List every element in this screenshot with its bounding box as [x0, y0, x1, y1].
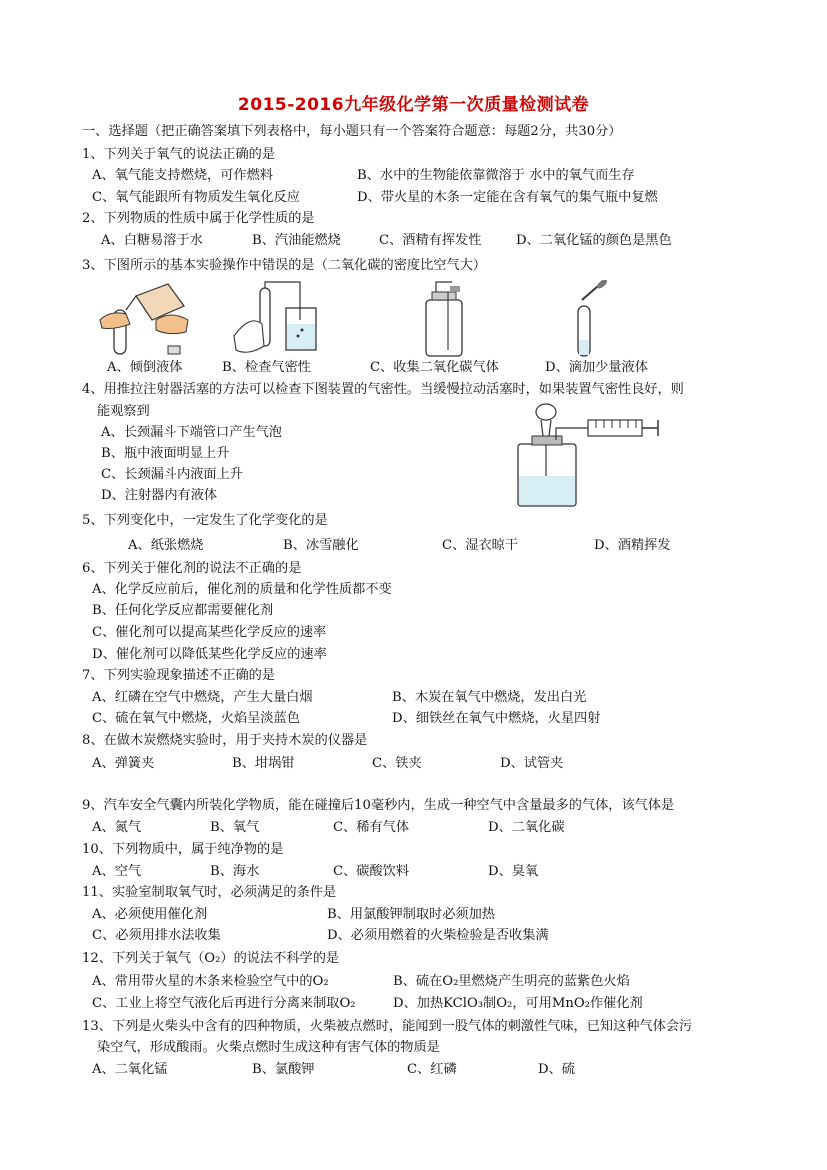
question-5-option-d: D、酒精挥发: [594, 538, 671, 553]
question-6-option-a: A、化学反应前后，催化剂的质量和化学性质都不变: [92, 582, 392, 597]
question-12-stem: 12、下列关于氧气（O₂）的说法不科学的是: [82, 951, 340, 966]
question-10-option-c: C、碳酸饮料: [333, 864, 410, 879]
question-9-option-d: D、二氧化碳: [488, 820, 565, 835]
question-12-option-b: B、硫在O₂里燃烧产生明亮的蓝紫色火焰: [393, 974, 630, 989]
question-4-stem-continued: 能观察到: [97, 404, 150, 419]
question-4-stem: 4、用推拉注射器活塞的方法可以检查下图装置的气密性。当缓慢拉动活塞时，如果装置气密性良好，则: [82, 382, 684, 397]
question-2-option-b: B、汽油能燃烧: [252, 233, 341, 248]
question-2-option-a: A、白糖易溶于水: [101, 233, 203, 248]
question-9-stem: 9、汽车安全气囊内所装化学物质，能在碰撞后10毫秒内，生成一种空气中含量最多的气体，该气体是: [82, 798, 675, 813]
question-8-option-c: C、铁夹: [372, 756, 422, 771]
question-13-option-d: D、硫: [538, 1062, 575, 1077]
question-6-option-d: D、催化剂可以降低某些化学反应的速率: [92, 647, 327, 662]
question-2-option-c: C、酒精有挥发性: [379, 233, 482, 248]
question-2-option-d: D、二氧化锰的颜色是黑色: [516, 233, 672, 248]
question-1-stem: 1、下列关于氧气的说法正确的是: [82, 147, 276, 162]
question-5-option-b: B、冰雪融化: [283, 538, 359, 553]
question-5-stem: 5、下列变化中，一定发生了化学变化的是: [82, 513, 328, 528]
question-13-option-b: B、氯酸钾: [252, 1062, 315, 1077]
question-10-option-b: B、海水: [210, 864, 260, 879]
section-heading: 一、选择题（把正确答案填下列表格中，每小题只有一个答案符合题意：每题2分，共30分）: [82, 124, 622, 139]
question-8-option-b: B、坩埚钳: [232, 756, 295, 771]
question-1-option-c: C、氧气能跟所有物质发生氧化反应: [92, 190, 300, 205]
question-3-option-b: B、检查气密性: [222, 360, 311, 375]
question-12-option-c: C、工业上将空气液化后再进行分离来制取O₂: [92, 996, 356, 1011]
question-11-stem: 11、实验室制取氧气时，必须满足的条件是: [82, 885, 337, 900]
question-4-option-b: B、瓶中液面明显上升: [101, 446, 230, 461]
question-9-option-a: A、氮气: [92, 820, 142, 835]
question-1-option-b: B、水中的生物能依靠微溶于 水中的氧气而生存: [357, 168, 635, 183]
question-5-option-c: C、湿衣晾干: [442, 538, 519, 553]
question-6-option-c: C、催化剂可以提高某些化学反应的速率: [92, 625, 327, 640]
question-2-stem: 2、下列物质的性质中属于化学性质的是: [82, 211, 315, 226]
question-11-option-d: D、必须用燃着的火柴检验是否收集满: [327, 928, 549, 943]
question-6-option-b: B、任何化学反应都需要催化剂: [92, 603, 274, 618]
question-12-option-d: D、加热KClO₃制O₂，可用MnO₂作催化剂: [393, 996, 643, 1011]
question-5-option-a: A、纸张燃烧: [128, 538, 204, 553]
question-13-stem-continued: 染空气，形成酸雨。火柴点燃时生成这种有害气体的物质是: [97, 1040, 440, 1055]
question-1-option-a: A、氧气能支持燃烧，可作燃料: [92, 168, 273, 183]
question-10-stem: 10、下列物质中，属于纯净物的是: [82, 842, 284, 857]
syringe-apparatus-figure: [508, 402, 668, 512]
question-4-option-a: A、长颈漏斗下端管口产生气泡: [101, 425, 282, 440]
question-13-option-a: A、二氧化锰: [92, 1062, 168, 1077]
exam-title: 2015-2016九年级化学第一次质量检测试卷: [237, 95, 590, 115]
pouring-liquid-figure: [96, 280, 196, 360]
question-7-option-d: D、细铁丝在氧气中燃烧，火星四射: [392, 711, 601, 726]
question-7-option-b: B、木炭在氧气中燃烧，发出白光: [392, 690, 587, 705]
question-7-option-a: A、红磷在空气中燃烧，产生大量白烟: [92, 690, 313, 705]
question-7-stem: 7、下列实验现象描述不正确的是: [82, 668, 276, 683]
question-4-option-c: C、长颈漏斗内液面上升: [101, 467, 243, 482]
question-1-option-d: D、带火星的木条一定能在含有氧气的集气瓶中复燃: [357, 190, 658, 205]
dropper-figure: [568, 280, 618, 360]
question-11-option-c: C、必须用排水法收集: [92, 928, 221, 943]
question-3-stem: 3、下图所示的基本实验操作中错误的是（二氧化碳的密度比空气大）: [82, 258, 487, 273]
question-8-option-a: A、弹簧夹: [92, 756, 155, 771]
question-11-option-b: B、用氯酸钾制取时必须加热: [327, 907, 495, 922]
question-9-option-b: B、氧气: [210, 820, 260, 835]
question-12-option-a: A、常用带火星的木条来检验空气中的O₂: [92, 974, 329, 989]
airtightness-check-figure: [230, 280, 330, 360]
question-3-option-a: A、倾倒液体: [107, 360, 183, 375]
question-8-option-d: D、试管夹: [500, 756, 564, 771]
question-3-option-c: C、收集二氧化碳气体: [370, 360, 499, 375]
question-3-option-d: D、滴加少量液体: [545, 360, 648, 375]
question-6-stem: 6、下列关于催化剂的说法不正确的是: [82, 561, 302, 576]
question-9-option-c: C、稀有气体: [333, 820, 410, 835]
question-7-option-c: C、硫在氧气中燃烧，火焰呈淡蓝色: [92, 711, 300, 726]
question-8-stem: 8、在做木炭燃烧实验时，用于夹持木炭的仪器是: [82, 733, 368, 748]
question-13-stem: 13、下列是火柴头中含有的四种物质，火柴被点燃时，能闻到一股气体的刺激性气味，已知这种气体会污: [82, 1019, 693, 1034]
question-10-option-d: D、臭氧: [488, 864, 539, 879]
question-4-option-d: D、注射器内有液体: [101, 488, 218, 503]
collect-co2-figure: [410, 280, 480, 360]
question-11-option-a: A、必须使用催化剂: [92, 907, 208, 922]
question-13-option-c: C、红磷: [407, 1062, 457, 1077]
question-10-option-a: A、空气: [92, 864, 142, 879]
